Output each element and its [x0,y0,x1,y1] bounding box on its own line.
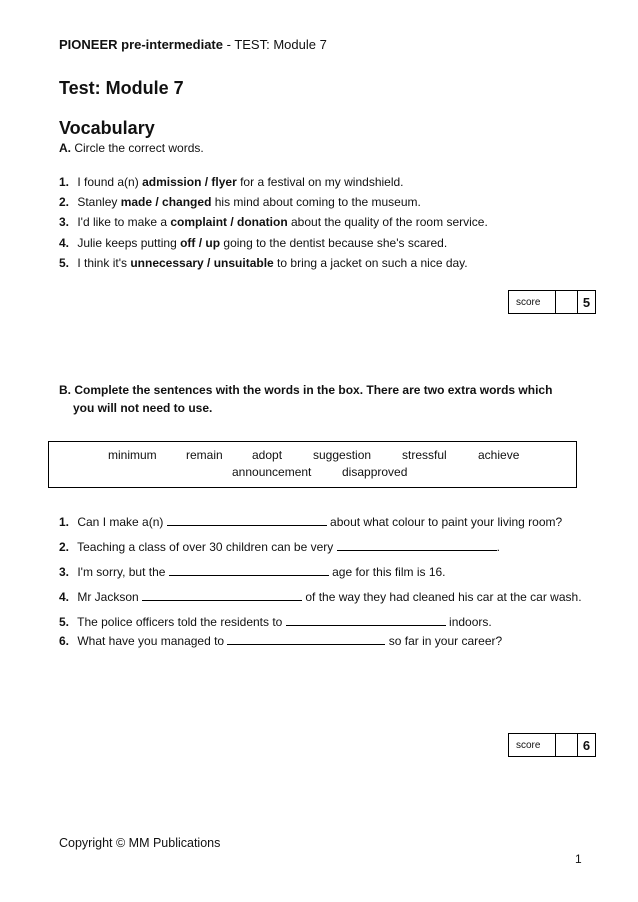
part-b-item [59,588,582,604]
part-a-letter: A. [59,141,71,155]
item-text: Stanley [77,195,121,209]
item-options[interactable]: complaint / donation [170,215,288,229]
answer-blank[interactable] [167,513,327,526]
page-title: Test: Module 7 [59,78,184,98]
score-label: score [509,734,556,756]
header-rest: - TEST: Module 7 [223,37,327,52]
item-number: 4. [59,236,70,250]
item-text: Teaching a class of over 30 children can be very [77,540,337,554]
word-box-word: stressful [402,448,447,462]
part-b-score-box [508,733,596,757]
score-value: 5 [582,294,591,310]
copyright-footer: Copyright © MM Publications [59,836,221,850]
word-box-word: suggestion [313,448,372,462]
item-text: of the way they had cleaned his car at the car wash. [302,590,582,604]
part-b-item [59,632,502,648]
word-box-word: disapproved [342,465,408,479]
part-b-item [59,513,562,529]
item-number: 2. [59,540,70,554]
word-box-word: adopt [252,448,283,462]
word-box [48,441,577,488]
page-number: 1 [575,852,582,866]
item-number: 5. [59,615,70,629]
item-text: . [496,540,500,554]
item-text: I found a(n) [77,175,143,189]
section-heading: Vocabulary [59,118,155,138]
item-text: Mr Jackson [77,590,143,604]
part-a-item [59,215,488,229]
answer-blank[interactable] [142,588,302,601]
word-box-word: minimum [108,448,157,462]
part-a-item [59,195,421,209]
part-a-item [59,175,404,189]
item-number: 3. [59,215,70,229]
item-text: Can I make a(n) [77,515,167,529]
item-number: 1. [59,515,70,529]
item-number: 1. [59,175,70,189]
score-input-cell[interactable] [556,291,578,313]
answer-blank[interactable] [169,563,329,576]
item-options[interactable]: off / up [180,236,221,250]
part-b-item [59,563,446,579]
part-b-item [59,538,500,554]
word-box-word: remain [186,448,223,462]
item-number: 4. [59,590,70,604]
part-a-score-box [508,290,596,314]
item-text: about the quality of the room service. [287,215,488,229]
word-box-word: announcement [232,465,312,479]
item-text: about what colour to paint your living room? [326,515,563,529]
item-text: What have you managed to [77,634,228,648]
item-text: going to the dentist because she's scared. [220,236,448,250]
part-a-instruction-text: Circle the correct words. [74,141,204,155]
page-header [59,37,327,52]
item-number: 5. [59,256,70,270]
part-a-item [59,256,468,270]
score-input-cell[interactable] [556,734,578,756]
part-b-item [59,613,492,629]
item-text: I'd like to make a [77,215,171,229]
item-text: I think it's [77,256,131,270]
part-b-instruction-line1: B. Complete the sentences with the words in the box. There are two extra words which [59,383,553,397]
item-number: 3. [59,565,70,579]
word-box-word: achieve [478,448,520,462]
item-text: age for this film is 16. [328,565,446,579]
item-text: his mind about coming to the museum. [211,195,421,209]
item-number: 6. [59,634,70,648]
item-text: indoors. [445,615,492,629]
part-a-instruction [59,141,204,155]
answer-blank[interactable] [286,613,446,626]
item-options[interactable]: admission / flyer [142,175,237,189]
item-text: so far in your career? [385,634,503,648]
part-b-instruction [59,381,552,417]
answer-blank[interactable] [227,632,385,645]
item-options[interactable]: made / changed [120,195,212,209]
answer-blank[interactable] [337,538,497,551]
item-options[interactable]: unnecessary / unsuitable [130,256,274,270]
score-label: score [509,291,556,313]
item-text: to bring a jacket on such a nice day. [273,256,468,270]
item-text: Julie keeps putting [77,236,181,250]
item-text: The police officers told the residents to [77,615,286,629]
score-value: 6 [582,737,591,753]
item-number: 2. [59,195,70,209]
item-text: for a festival on my windshield. [236,175,404,189]
part-a-item [59,236,447,250]
item-text: I'm sorry, but the [77,565,169,579]
part-b-instruction-line2: you will not need to use. [73,401,213,415]
header-brand: PIONEER pre-intermediate [59,37,223,52]
